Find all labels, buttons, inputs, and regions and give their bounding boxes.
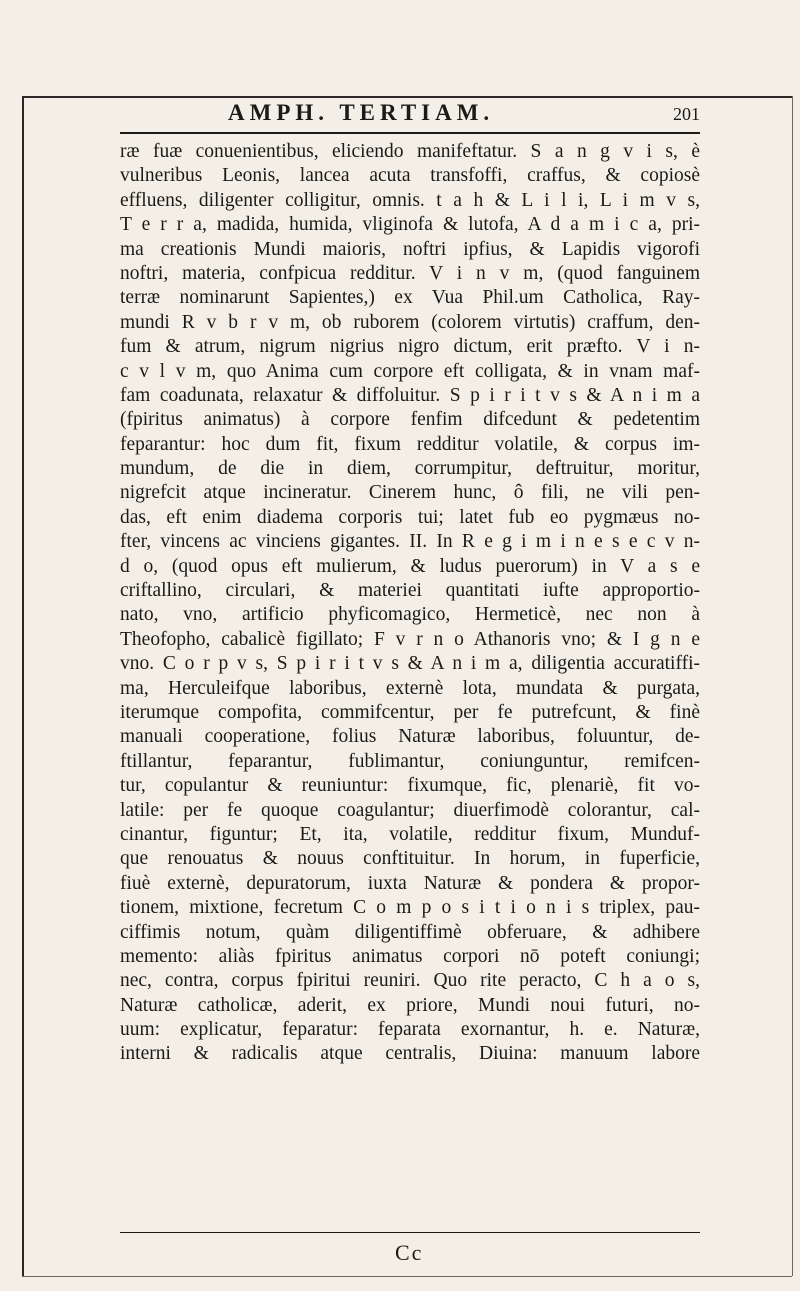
text-line: ma, Herculeifque laboribus, externè lota, mundata & purgata, [120,677,700,699]
text-line: nato, vno, artificio phyficomagico, Hermeticè, nec non à [120,604,700,626]
page-number: 201 [673,104,700,124]
text-line: mundum, de die in diem, corrumpitur, deftruitur, moritur, [120,458,700,480]
text-line: mundi R v b r v m, ob ruborem (colorem virtutis) craffum, den- [120,311,700,333]
text-line: fam coadunata, relaxatur & diffoluitur. S p i r i t v s & A n i m a [120,384,700,406]
text-line: terræ nominarunt Sapientes,) ex Vua Phil.um Catholica, Ray- [120,287,700,309]
page-frame-left [22,96,24,1276]
text-line: nigrefcit atque incineratur. Cinerem hunc, ô fili, ne vili pen- [120,482,700,504]
text-line: uum: explicatur, feparatur: feparata exornantur, h. e. Naturæ, [120,1019,700,1041]
text-line: nec, contra, corpus fpiritui reuniri. Quo rite peracto, C h a o s, [120,970,700,992]
text-line: d o, (quod opus eft mulierum, & ludus puerorum) in V a s e [120,555,700,577]
text-line: effluens, diligenter colligitur, omnis. t a h & L i l i, L i m v s, [120,189,700,211]
text-line: interni & radicalis atque centralis, Diuina: manuum labore [120,1043,700,1065]
text-line: ftillantur, feparantur, fublimantur, coniunguntur, remifcen- [120,750,700,772]
page-header [120,100,700,134]
text-line: vno. C o r p v s, S p i r i t v s & A n i m a, diligentia accuratiffi- [120,653,700,675]
text-line: ma creationis Mundi maioris, noftri ipfius, & Lapidis vigorofi [120,238,700,260]
page-frame-bottom [22,1276,792,1277]
text-line: fiuè externè, depuratorum, iuxta Naturæ & pondera & propor- [120,872,700,894]
text-line: (fpiritus animatus) à corpore fenfim difcedunt & pedetentim [120,409,700,431]
page-frame-top [22,96,792,98]
text-line: vulneribus Leonis, lancea acuta transfoffi, craffus, & copiosè [120,165,700,187]
text-line: c v l v m, quo Anima cum corpore eft colligata, & in vnam maf- [120,360,700,382]
text-line: memento: aliàs fpiritus animatus corpori nō poteft coniungi; [120,945,700,967]
running-head: AMPH. TERTIAM. [228,100,495,125]
text-line: cinantur, figuntur; Et, ita, volatile, redditur fixum, Munduf- [120,823,700,845]
text-line: criftallino, circulari, & materiei quantitati iufte approportio- [120,580,700,602]
signature-mark: Cc [395,1240,424,1265]
text-line: ciffimis notum, quàm diligentiffimè obferuare, & adhibere [120,921,700,943]
text-line: tur, copulantur & reuniuntur: fixumque, fic, plenariè, fit vo- [120,775,700,797]
text-line: Theofopho, cabalicè figillato; F v r n o Athanoris vno; & I g n e [120,628,700,650]
text-line: manuali cooperatione, folius Naturæ laboribus, foluuntur, de- [120,726,700,748]
text-line: T e r r a, madida, humida, vliginofa & lutofa, A d a m i c a, pri- [120,214,700,236]
text-line: tionem, mixtione, fecretum C o m p o s i t i o n i s triplex, pau- [120,897,700,919]
text-line: noftri, materia, confpicua redditur. V i n v m, (quod fanguinem [120,262,700,284]
text-line: fum & atrum, nigrum nigrius nigro dictum, erit præfto. V i n- [120,336,700,358]
body-text [120,140,700,1067]
text-line: latile: per fe quoque coagulantur; diuerfimodè colorantur, cal- [120,799,700,821]
text-line: que renouatus & nouus conftituitur. In horum, in fuperficie, [120,848,700,870]
header-rule [120,132,700,134]
text-line: fter, vincens ac vinciens gigantes. II. In R e g i m i n e s e c v n- [120,531,700,553]
page-frame-right [792,96,793,1276]
footer-rule [120,1232,700,1233]
text-line: iterumque compofita, commifcentur, per fe putrefcunt, & finè [120,701,700,723]
text-line: das, eft enim diadema corporis tui; latet fub eo pygmæus no- [120,506,700,528]
text-line: ræ fuæ conuenientibus, eliciendo manifeftatur. S a n g v i s, è [120,141,700,162]
text-line: feparantur: hoc dum fit, fixum redditur volatile, & corpus im- [120,433,700,455]
text-line: Naturæ catholicæ, aderit, ex priore, Mundi noui futuri, no- [120,994,700,1016]
